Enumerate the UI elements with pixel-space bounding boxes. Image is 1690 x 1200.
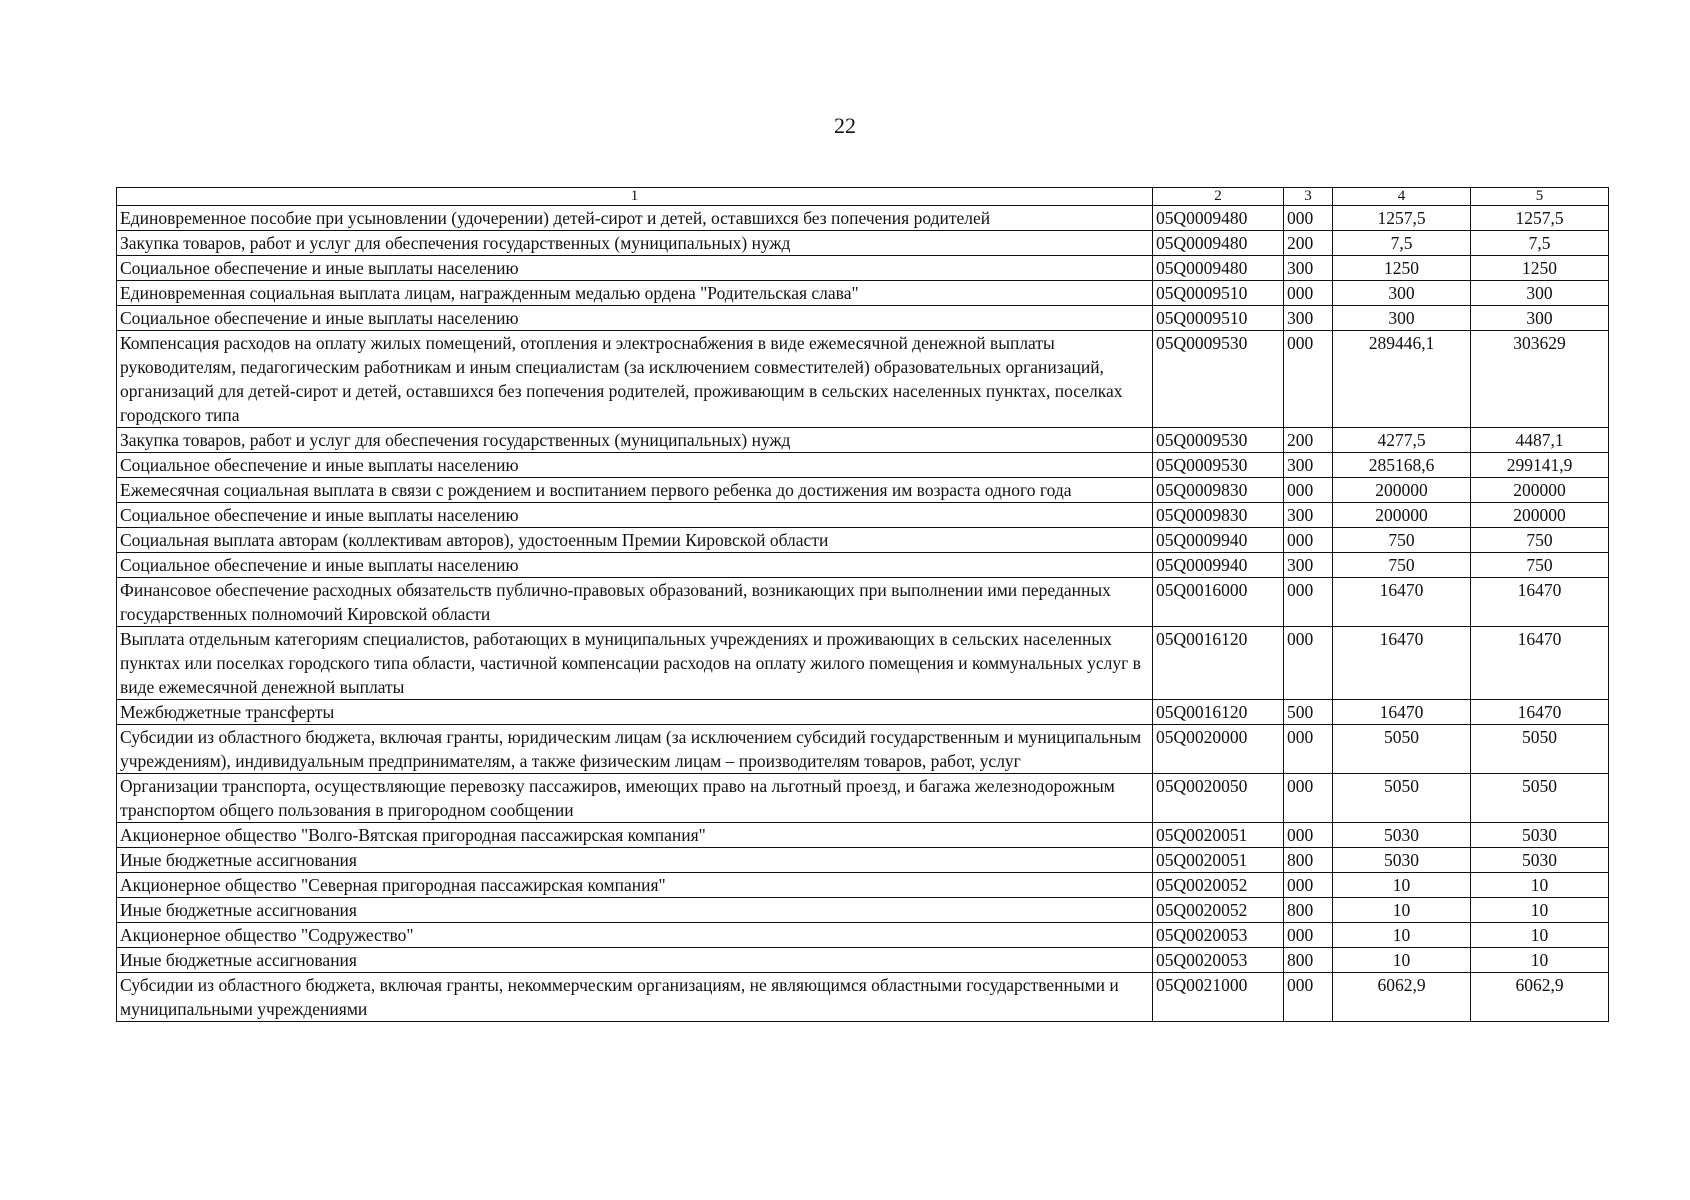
- expense-type-cell: 300: [1284, 306, 1333, 331]
- expense-name-cell: Ежемесячная социальная выплата в связи с рождением и воспитанием первого ребенка до достижения им возраста одного года: [117, 478, 1153, 503]
- amount-col4-cell: 10: [1333, 873, 1471, 898]
- target-code-cell: 05Q0009480: [1153, 206, 1284, 231]
- expense-name-cell: Субсидии из областного бюджета, включая гранты, юридическим лицам (за исключением субсидий государственным и муниципальным учреждениям), индивидуальным предпринимателям, а также физическим лицам – производителям товаров, работ, услуг: [117, 725, 1153, 774]
- table-row: [117, 231, 1609, 256]
- expense-name-cell: Социальное обеспечение и иные выплаты населению: [117, 306, 1153, 331]
- amount-col4-cell: 10: [1333, 923, 1471, 948]
- table-row: [117, 973, 1609, 1022]
- amount-col5-cell: 200000: [1471, 503, 1609, 528]
- expense-name-cell: Иные бюджетные ассигнования: [117, 948, 1153, 973]
- amount-col5-cell: 10: [1471, 948, 1609, 973]
- page-number: 22: [834, 113, 856, 138]
- target-code-cell: 05Q0009830: [1153, 503, 1284, 528]
- expense-type-cell: 000: [1284, 923, 1333, 948]
- expense-name-cell: Социальная выплата авторам (коллективам авторов), удостоенным Премии Кировской области: [117, 528, 1153, 553]
- table-row: [117, 256, 1609, 281]
- amount-col4-cell: 5050: [1333, 725, 1471, 774]
- amount-col4-cell: 300: [1333, 281, 1471, 306]
- expense-type-cell: 000: [1284, 774, 1333, 823]
- amount-col5-cell: 16470: [1471, 578, 1609, 627]
- target-code-cell: 05Q0020052: [1153, 898, 1284, 923]
- amount-col5-cell: 16470: [1471, 700, 1609, 725]
- amount-col4-cell: 5050: [1333, 774, 1471, 823]
- expense-name-cell: Иные бюджетные ассигнования: [117, 898, 1153, 923]
- expense-type-cell: 200: [1284, 231, 1333, 256]
- expense-type-cell: 800: [1284, 898, 1333, 923]
- table-row: [117, 331, 1609, 428]
- amount-col5-cell: 16470: [1471, 627, 1609, 700]
- table-row: [117, 453, 1609, 478]
- expense-type-cell: 800: [1284, 948, 1333, 973]
- target-code-cell: 05Q0009510: [1153, 306, 1284, 331]
- target-code-cell: 05Q0020051: [1153, 848, 1284, 873]
- budget-table: [116, 187, 1609, 1022]
- amount-col5-cell: 5030: [1471, 848, 1609, 873]
- expense-type-cell: 800: [1284, 848, 1333, 873]
- expense-type-cell: 000: [1284, 528, 1333, 553]
- target-code-cell: 05Q0020000: [1153, 725, 1284, 774]
- amount-col4-cell: 285168,6: [1333, 453, 1471, 478]
- expense-type-cell: 000: [1284, 206, 1333, 231]
- expense-name-cell: Единовременное пособие при усыновлении (удочерении) детей-сирот и детей, оставшихся без попечения родителей: [117, 206, 1153, 231]
- amount-col4-cell: 300: [1333, 306, 1471, 331]
- table-row: [117, 306, 1609, 331]
- expense-name-cell: Закупка товаров, работ и услуг для обеспечения государственных (муниципальных) нужд: [117, 231, 1153, 256]
- expense-name-cell: Социальное обеспечение и иные выплаты населению: [117, 453, 1153, 478]
- target-code-cell: 05Q0009530: [1153, 428, 1284, 453]
- expense-name-cell: Акционерное общество "Волго-Вятская пригородная пассажирская компания": [117, 823, 1153, 848]
- expense-type-cell: 000: [1284, 725, 1333, 774]
- expense-name-cell: Финансовое обеспечение расходных обязательств публично-правовых образований, возникающих при выполнении ими переданных государственных полномочий Кировской области: [117, 578, 1153, 627]
- amount-col4-cell: 1257,5: [1333, 206, 1471, 231]
- expense-type-cell: 300: [1284, 256, 1333, 281]
- amount-col4-cell: 10: [1333, 898, 1471, 923]
- column-header-3: 3: [1284, 188, 1333, 206]
- amount-col4-cell: 16470: [1333, 627, 1471, 700]
- target-code-cell: 05Q0009480: [1153, 256, 1284, 281]
- target-code-cell: 05Q0009530: [1153, 453, 1284, 478]
- table-row: [117, 478, 1609, 503]
- amount-col5-cell: 10: [1471, 873, 1609, 898]
- target-code-cell: 05Q0020053: [1153, 923, 1284, 948]
- expense-name-cell: Организации транспорта, осуществляющие перевозку пассажиров, имеющих право на льготный проезд, и багажа железнодорожным транспортом общего пользования в пригородном сообщении: [117, 774, 1153, 823]
- column-header-4: 4: [1333, 188, 1471, 206]
- amount-col5-cell: 5050: [1471, 725, 1609, 774]
- amount-col5-cell: 303629: [1471, 331, 1609, 428]
- expense-name-cell: Субсидии из областного бюджета, включая гранты, некоммерческим организациям, не являющимся областными государственными и муниципальными учреждениями: [117, 973, 1153, 1022]
- target-code-cell: 05Q0016120: [1153, 700, 1284, 725]
- target-code-cell: 05Q0009830: [1153, 478, 1284, 503]
- target-code-cell: 05Q0021000: [1153, 973, 1284, 1022]
- amount-col5-cell: 1257,5: [1471, 206, 1609, 231]
- table-row: [117, 725, 1609, 774]
- table-row: [117, 898, 1609, 923]
- amount-col5-cell: 7,5: [1471, 231, 1609, 256]
- target-code-cell: 05Q0020051: [1153, 823, 1284, 848]
- target-code-cell: 05Q0009940: [1153, 528, 1284, 553]
- table-row: [117, 774, 1609, 823]
- expense-type-cell: 000: [1284, 973, 1333, 1022]
- expense-type-cell: 000: [1284, 873, 1333, 898]
- target-code-cell: 05Q0009530: [1153, 331, 1284, 428]
- target-code-cell: 05Q0020052: [1153, 873, 1284, 898]
- table-row: [117, 553, 1609, 578]
- expense-type-cell: 000: [1284, 281, 1333, 306]
- expense-type-cell: 300: [1284, 503, 1333, 528]
- table-row: [117, 528, 1609, 553]
- amount-col5-cell: 10: [1471, 923, 1609, 948]
- amount-col5-cell: 300: [1471, 306, 1609, 331]
- amount-col5-cell: 750: [1471, 553, 1609, 578]
- expense-type-cell: 000: [1284, 627, 1333, 700]
- amount-col5-cell: 750: [1471, 528, 1609, 553]
- table-row: [117, 700, 1609, 725]
- expense-type-cell: 000: [1284, 823, 1333, 848]
- expense-type-cell: 500: [1284, 700, 1333, 725]
- expense-name-cell: Социальное обеспечение и иные выплаты населению: [117, 553, 1153, 578]
- expense-name-cell: Иные бюджетные ассигнования: [117, 848, 1153, 873]
- target-code-cell: 05Q0020053: [1153, 948, 1284, 973]
- expense-name-cell: Социальное обеспечение и иные выплаты населению: [117, 256, 1153, 281]
- amount-col5-cell: 299141,9: [1471, 453, 1609, 478]
- column-header-5: 5: [1471, 188, 1609, 206]
- target-code-cell: 05Q0009510: [1153, 281, 1284, 306]
- expense-name-cell: Выплата отдельным категориям специалистов, работающих в муниципальных учреждениях и проживающих в сельских населенных пунктах или поселках городского типа области, частичной компенсации расходов на оплату жилого помещения и коммунальных услуг в виде ежемесячной денежной выплаты: [117, 627, 1153, 700]
- table-row: [117, 578, 1609, 627]
- amount-col4-cell: 200000: [1333, 503, 1471, 528]
- target-code-cell: 05Q0016120: [1153, 627, 1284, 700]
- amount-col4-cell: 750: [1333, 528, 1471, 553]
- amount-col5-cell: 6062,9: [1471, 973, 1609, 1022]
- expense-name-cell: Компенсация расходов на оплату жилых помещений, отопления и электроснабжения в виде ежемесячной денежной выплаты руководителям, педагогическим работникам и иным специалистам (за исключением совместителей) образовательных организаций, организаций для детей-сирот и детей, оставшихся без попечения родителей, проживающим в сельских населенных пунктах, поселках городского типа: [117, 331, 1153, 428]
- table-row: [117, 948, 1609, 973]
- table-header-row: [117, 188, 1609, 206]
- column-header-1: 1: [117, 188, 1153, 206]
- amount-col5-cell: 300: [1471, 281, 1609, 306]
- expense-type-cell: 000: [1284, 578, 1333, 627]
- table-row: [117, 281, 1609, 306]
- amount-col5-cell: 10: [1471, 898, 1609, 923]
- table-row: [117, 848, 1609, 873]
- amount-col5-cell: 5030: [1471, 823, 1609, 848]
- expense-type-cell: 200: [1284, 428, 1333, 453]
- amount-col4-cell: 5030: [1333, 823, 1471, 848]
- expense-name-cell: Закупка товаров, работ и услуг для обеспечения государственных (муниципальных) нужд: [117, 428, 1153, 453]
- table-row: [117, 873, 1609, 898]
- table-row: [117, 428, 1609, 453]
- amount-col4-cell: 6062,9: [1333, 973, 1471, 1022]
- amount-col5-cell: 4487,1: [1471, 428, 1609, 453]
- amount-col4-cell: 16470: [1333, 578, 1471, 627]
- table-row: [117, 923, 1609, 948]
- amount-col4-cell: 5030: [1333, 848, 1471, 873]
- expense-name-cell: Акционерное общество "Содружество": [117, 923, 1153, 948]
- amount-col4-cell: 10: [1333, 948, 1471, 973]
- amount-col4-cell: 16470: [1333, 700, 1471, 725]
- amount-col5-cell: 1250: [1471, 256, 1609, 281]
- table-row: [117, 627, 1609, 700]
- amount-col4-cell: 289446,1: [1333, 331, 1471, 428]
- target-code-cell: 05Q0016000: [1153, 578, 1284, 627]
- target-code-cell: 05Q0009940: [1153, 553, 1284, 578]
- expense-type-cell: 000: [1284, 478, 1333, 503]
- table-row: [117, 206, 1609, 231]
- expense-name-cell: Акционерное общество "Северная пригородная пассажирская компания": [117, 873, 1153, 898]
- amount-col5-cell: 200000: [1471, 478, 1609, 503]
- column-header-2: 2: [1153, 188, 1284, 206]
- target-code-cell: 05Q0020050: [1153, 774, 1284, 823]
- amount-col4-cell: 1250: [1333, 256, 1471, 281]
- expense-type-cell: 300: [1284, 453, 1333, 478]
- expense-type-cell: 000: [1284, 331, 1333, 428]
- target-code-cell: 05Q0009480: [1153, 231, 1284, 256]
- table-row: [117, 503, 1609, 528]
- expense-type-cell: 300: [1284, 553, 1333, 578]
- amount-col4-cell: 200000: [1333, 478, 1471, 503]
- amount-col4-cell: 7,5: [1333, 231, 1471, 256]
- expense-name-cell: Единовременная социальная выплата лицам, награжденным медалью ордена "Родительская слава": [117, 281, 1153, 306]
- amount-col4-cell: 4277,5: [1333, 428, 1471, 453]
- expense-name-cell: Межбюджетные трансферты: [117, 700, 1153, 725]
- table-row: [117, 823, 1609, 848]
- amount-col4-cell: 750: [1333, 553, 1471, 578]
- expense-name-cell: Социальное обеспечение и иные выплаты населению: [117, 503, 1153, 528]
- amount-col5-cell: 5050: [1471, 774, 1609, 823]
